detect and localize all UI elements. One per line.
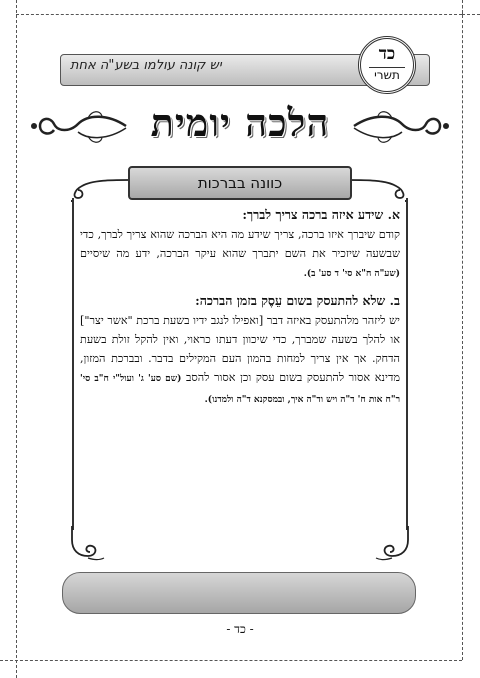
crop-mark-top bbox=[462, 0, 463, 14]
section-a-text: קודם שיברך איזו ברכה, צריך שידע מה היא הברכה שהוא צריך לברך, כדי שבשעה שיזכיר את השם יתברך שהוא עיקר הברכה, ידע מה שיסיים bbox=[80, 228, 400, 260]
section-b-heading: ב. שלא להתעסק בשום עֵסֶק בזמן הברכה: bbox=[195, 293, 400, 308]
section-title: כוונה בברכות bbox=[197, 174, 283, 192]
section-a-heading: א. שידע איזה ברכה צריך לברך: bbox=[242, 207, 400, 222]
cut-guide-top bbox=[16, 14, 462, 15]
seal-divider bbox=[369, 67, 405, 68]
title-flourish-left bbox=[28, 104, 128, 148]
cut-guide-left bbox=[16, 0, 17, 678]
frame-left-border bbox=[72, 198, 74, 530]
crop-mark-right bbox=[462, 14, 480, 15]
section-b-text: יש ליזהר מלהתעסק באיזה דבר [ואפילו לנגב ידיו בשעת ברכת "אשר יצר"] או להלך בשעה שמברך, כדי שיכוון דעתו כראוי, ואין להקל זולת בשעת הדחק. אך אין צריך למחות בהמון העם המקילים בדבר. ובברכת המזון, מדינא אסור להתעסק בשום עסק וכן אסור להסב bbox=[80, 314, 400, 384]
cut-guide-bottom bbox=[0, 660, 462, 661]
page-number: - כד - bbox=[226, 622, 254, 636]
corner-scroll-bottom-left bbox=[64, 526, 104, 562]
page-title: הלכה יומית bbox=[150, 100, 330, 145]
banner-quote: יש קונה עולמו בשע"ה אחת bbox=[70, 58, 222, 73]
date-day: כד bbox=[378, 44, 396, 64]
section-b-source: (שם סע' ג' ועול"י ח"ב סי' ר"ח אות ח' ד"ה ויש וד"ה איך, ובמסקנא ד"ה ולמדנו). bbox=[80, 374, 400, 405]
corner-scroll-bottom-right bbox=[376, 526, 416, 562]
section-title-tab bbox=[128, 166, 352, 200]
section-a-paragraph bbox=[80, 225, 400, 284]
date-month: תשרי bbox=[374, 68, 400, 82]
cut-guide-right bbox=[462, 0, 463, 660]
frame-right-border bbox=[406, 198, 408, 530]
content-body bbox=[80, 205, 400, 417]
section-a-source: (שע"ה ח"א סי' ד סע' ב). bbox=[303, 269, 400, 279]
section-b-paragraph bbox=[80, 311, 400, 410]
title-flourish-right bbox=[352, 104, 452, 148]
date-seal bbox=[358, 36, 416, 94]
footer-bar bbox=[62, 572, 416, 614]
